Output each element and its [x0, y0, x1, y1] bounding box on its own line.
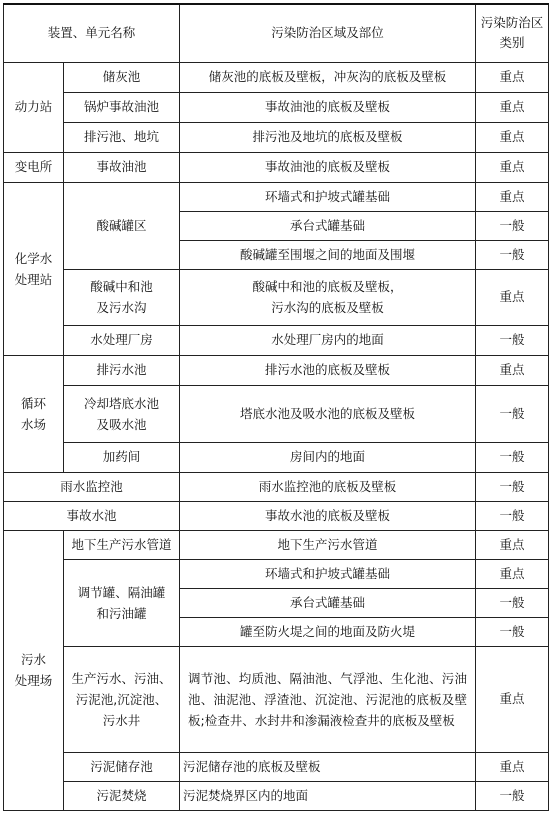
type-cell: 一般	[476, 240, 549, 269]
table-row	[4, 355, 549, 385]
area-cell: 环墙式和护坡式罐基础	[180, 182, 476, 211]
table-row	[4, 472, 549, 501]
unit-cell: 事故油池	[64, 152, 180, 182]
unit-cell: 地下生产污水管道	[64, 530, 180, 559]
table-row	[4, 646, 549, 752]
group-cell: 循环 水场	[4, 355, 64, 472]
area-cell: 事故油池的底板及壁板	[180, 152, 476, 182]
unit-cell: 锅炉事故油池	[64, 92, 180, 122]
area-cell: 雨水监控池的底板及壁板	[180, 472, 476, 501]
type-cell: 重点	[476, 182, 549, 211]
type-cell: 一般	[476, 501, 549, 530]
area-cell: 环墙式和护坡式罐基础	[180, 559, 476, 588]
area-cell: 排污水池的底板及壁板	[180, 355, 476, 385]
group-cell: 化学水 处理站	[4, 182, 64, 355]
type-cell: 一般	[476, 442, 549, 472]
area-cell: 排污池及地坑的底板及壁板	[180, 122, 476, 152]
unit-cell: 水处理厂房	[64, 325, 180, 355]
type-cell: 重点	[476, 92, 549, 122]
area-cell: 承台式罐基础	[180, 211, 476, 240]
unit-cell: 储灰池	[64, 62, 180, 92]
area-cell: 储灰池的底板及壁板，冲灰沟的底板及壁板	[180, 62, 476, 92]
table-row	[4, 442, 549, 472]
area-cell: 房间内的地面	[180, 442, 476, 472]
unit-cell: 酸碱中和池 及污水沟	[64, 269, 180, 325]
group-cell: 雨水监控池	[4, 472, 180, 501]
group-cell: 变电所	[4, 152, 64, 182]
table-row	[4, 122, 549, 152]
type-cell: 重点	[476, 269, 549, 325]
table-row	[4, 269, 549, 325]
type-cell: 一般	[476, 781, 549, 810]
type-cell: 重点	[476, 530, 549, 559]
pollution-prevention-table	[3, 3, 549, 811]
unit-cell: 加药间	[64, 442, 180, 472]
area-cell: 污泥储存池的底板及壁板	[180, 752, 476, 781]
type-cell: 一般	[476, 385, 549, 442]
header-area: 污染防治区域及部位	[180, 4, 476, 62]
unit-cell: 污泥焚烧	[64, 781, 180, 810]
area-cell: 塔底水池及吸水池的底板及壁板	[180, 385, 476, 442]
group-cell: 事故水池	[4, 501, 180, 530]
area-cell: 污泥焚烧界区内的地面	[180, 781, 476, 810]
group-cell: 污水 处理场	[4, 530, 64, 810]
area-cell: 酸碱罐至围堰之间的地面及围堰	[180, 240, 476, 269]
type-cell: 一般	[476, 617, 549, 646]
area-cell: 地下生产污水管道	[180, 530, 476, 559]
table-row	[4, 781, 549, 810]
type-cell: 重点	[476, 646, 549, 752]
table-row	[4, 182, 549, 211]
unit-cell: 排污水池	[64, 355, 180, 385]
area-cell: 承台式罐基础	[180, 588, 476, 617]
table-row	[4, 325, 549, 355]
group-cell: 动力站	[4, 62, 64, 152]
type-cell: 重点	[476, 152, 549, 182]
area-cell: 事故水池的底板及壁板	[180, 501, 476, 530]
table-row	[4, 559, 549, 588]
type-cell: 重点	[476, 122, 549, 152]
table-row	[4, 385, 549, 442]
type-cell: 一般	[476, 588, 549, 617]
table-row	[4, 752, 549, 781]
header-unit-name: 装置、单元名称	[4, 4, 180, 62]
area-cell: 罐至防火堤之间的地面及防火堤	[180, 617, 476, 646]
unit-cell: 调节罐、隔油罐 和污油罐	[64, 559, 180, 646]
area-cell: 酸碱中和池的底板及壁板， 污水沟的底板及壁板	[180, 269, 476, 325]
header-row	[4, 4, 549, 62]
unit-cell: 冷却塔底水池 及吸水池	[64, 385, 180, 442]
type-cell: 一般	[476, 472, 549, 501]
unit-cell: 排污池、地坑	[64, 122, 180, 152]
type-cell: 重点	[476, 752, 549, 781]
area-cell: 事故油池的底板及壁板	[180, 92, 476, 122]
unit-cell: 生产污水、污油、 污泥池,沉淀池、 污水井	[64, 646, 180, 752]
table-row	[4, 501, 549, 530]
type-cell: 重点	[476, 355, 549, 385]
type-cell: 一般	[476, 211, 549, 240]
type-cell: 重点	[476, 559, 549, 588]
area-cell: 调节池、均质池、隔油池、气浮池、生化池、污油池、油泥池、浮渣池、沉淀池、污泥池的底板及壁板;检查井、水封井和渗漏液检查井的底板及壁板	[180, 646, 476, 752]
header-type: 污染防治区 类别	[476, 4, 549, 62]
unit-cell: 酸碱罐区	[64, 182, 180, 269]
table-row	[4, 152, 549, 182]
table-row	[4, 92, 549, 122]
table-row	[4, 62, 549, 92]
type-cell: 重点	[476, 62, 549, 92]
type-cell: 一般	[476, 325, 549, 355]
table-row	[4, 530, 549, 559]
area-cell: 水处理厂房内的地面	[180, 325, 476, 355]
unit-cell: 污泥储存池	[64, 752, 180, 781]
